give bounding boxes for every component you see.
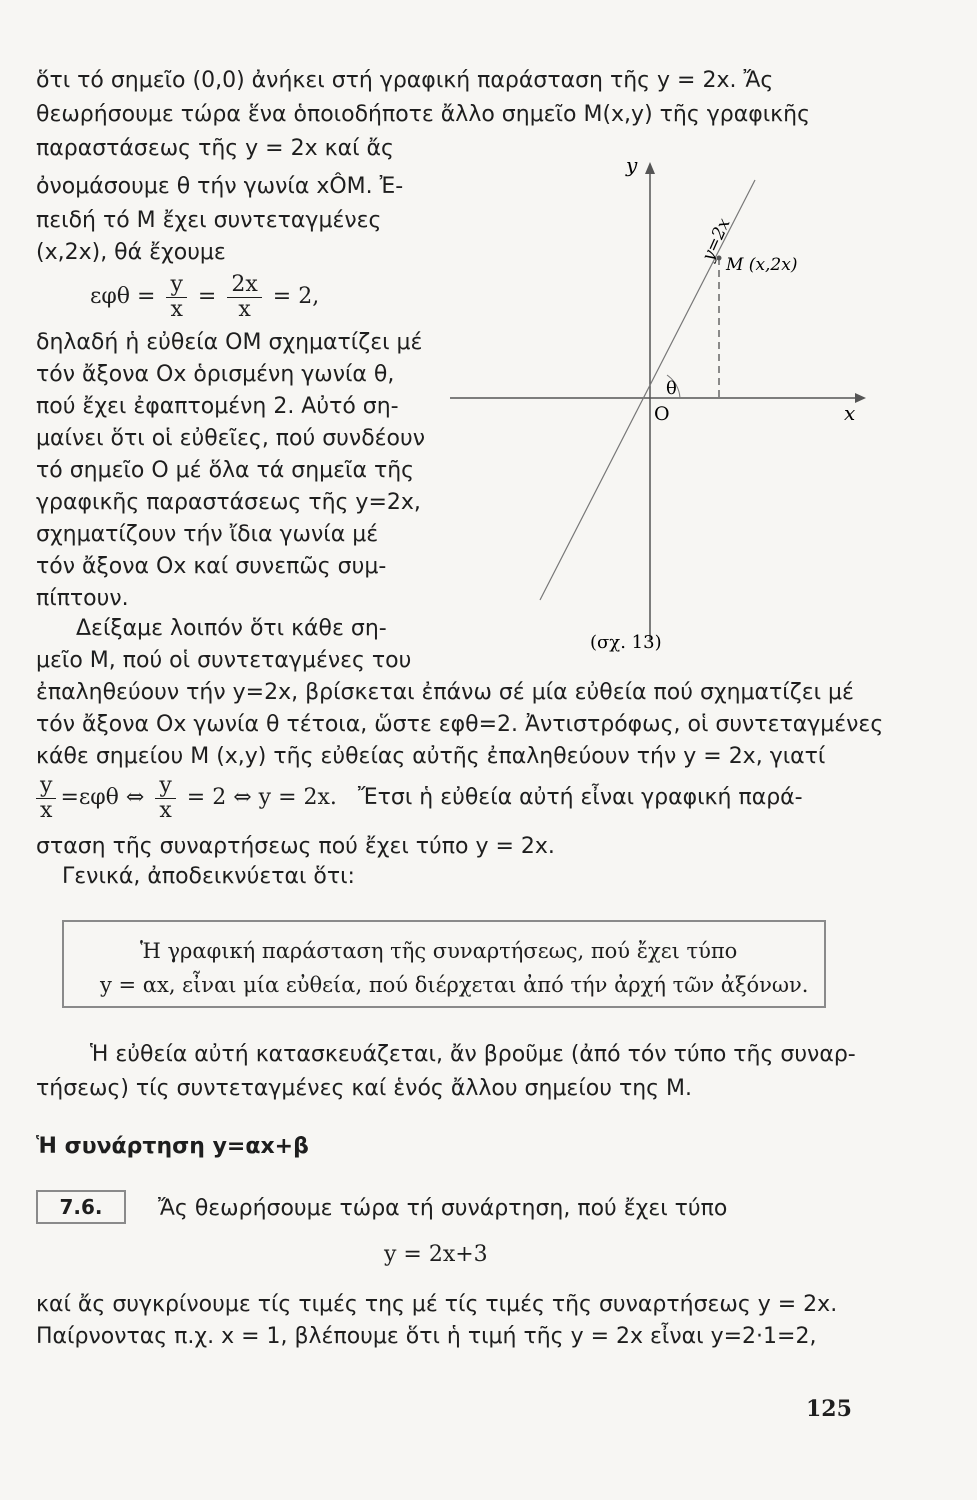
text-line: ἐπαληθεύουν τήν y=2x, βρίσκεται ἐπάνω σέ μία εὐθεία πού σχηματίζει μέ [36,680,854,705]
point-m-label: M (x,2x) [726,255,798,275]
x-axis-arrow [855,393,866,403]
denominator: x [238,296,251,322]
figure-13 [430,140,870,660]
text-line: σχηματίζουν τήν ἴδια γωνία μέ [36,522,379,547]
text-line: παραστάσεως τῆς y = 2x καί ἄς [36,136,394,161]
text-line: γραφικῆς παραστάσεως τῆς y=2x, [36,490,421,515]
text-line: ὅτι τό σημεῖο (0,0) ἀνήκει στή γραφική παράσταση τῆς y = 2x. Ἄς [36,68,774,93]
section-number: 7.6. [36,1190,126,1224]
text-line: μαίνει ὅτι οἱ εὐθεῖες, πού συνδέουν [36,426,426,451]
text-line: τόν ἄξονα Ox καί συνεπῶς συμ- [36,554,387,579]
equation-equivalence [36,770,803,826]
text-line: Δείξαμε λοιπόν ὅτι κάθε ση- [76,616,387,641]
eq-rhs: = 2 ⇔ y = 2x. [186,785,337,810]
text-line: τόν ἄξονα Ox ὁρισμένη γωνία θ, [36,362,395,387]
eq-tail: Ἔτσι ἡ εὐθεία αὐτή εἶναι γραφική παρά- [357,785,803,810]
theorem-line: y = αx, εἶναι μία εὐθεία, πού διέρχεται ἀπό τήν ἀρχή τῶν ἀξόνων. [100,973,809,997]
fraction-2x-over-x [227,273,261,322]
eq-rhs: = 2, [272,284,320,309]
text-line: πού ἔχει ἐφαπτομένη 2. Αὐτό ση- [36,394,399,419]
text-line: Γενικά, ἀποδεικνύεται ὅτι: [62,864,355,889]
fraction-y-over-x [166,273,186,322]
text-line: ὀνομάσουμε θ τήν γωνία xÔM. Ἐ- [36,174,404,199]
numerator: y [36,774,56,799]
text-line: Ἄς θεωρήσουμε τώρα τή συνάρτηση, πού ἔχει τύπο [158,1196,728,1221]
text-line: κάθε σημείου M (x,y) τῆς εὐθείας αὐτῆς ἐπαληθεύουν τήν y = 2x, γιατί [36,744,826,769]
origin-label: O [654,403,670,425]
y-axis-arrow [645,162,655,174]
numerator: 2x [227,273,261,298]
section-heading: Ἡ συνάρτηση y=αx+β [36,1134,309,1159]
denominator: x [40,797,53,823]
eq-equals: = [197,284,217,309]
theorem-box [62,920,826,1008]
denominator: x [170,296,183,322]
text-line: τόν ἄξονα Ox γωνία θ τέτοια, ὥστε εφθ=2. Ἀντιστρόφως, οἱ συντεταγμένες [36,712,884,737]
text-line: σταση τῆς συναρτήσεως πού ἔχει τύπο y = 2x. [36,834,555,859]
equation-tan [90,272,319,322]
text-line: πειδή τό M ἔχει συντεταγμένες [36,208,382,233]
text-line: πίπτουν. [36,586,129,611]
eq-lhs: εφθ = [90,284,156,309]
figure-caption: (σχ. 13) [590,632,662,653]
text-line: Ἡ εὐθεία αὐτή κατασκευάζεται, ἄν βροῦμε (ἀπό τόν τύπο τῆς συναρ- [90,1042,856,1067]
text-line: καί ἄς συγκρίνουμε τίς τιμές της μέ τίς τιμές τῆς συναρτήσεως y = 2x. [36,1292,838,1317]
text-line: (x,2x), θά ἔχουμε [36,240,226,265]
x-axis-label: x [844,401,856,425]
text-line: δηλαδή ἡ εὐθεία OM σχηματίζει μέ [36,330,423,355]
fraction-y-over-x [36,774,56,823]
theorem-line: Ἡ γραφική παράσταση τῆς συναρτήσεως, πού ἔχει τύπο [140,939,738,963]
text-line: τό σημεῖο O μέ ὅλα τά σημεῖα τῆς [36,458,415,483]
text-line: τήσεως) τίς συντεταγμένες καί ἑνός ἄλλου σημείου της M. [36,1076,693,1101]
y-axis-label: y [626,153,638,177]
page-number: 125 [806,1396,852,1422]
numerator: y [166,273,186,298]
line-equation-label: y=2x [698,215,735,265]
eq-mid: =εφθ ⇔ [60,785,145,810]
text-line: Παίρνοντας π.χ. x = 1, βλέπουμε ὅτι ἡ τιμή τῆς y = 2x εἶναι y=2·1=2, [36,1324,817,1349]
angle-label: θ [666,378,677,399]
fraction-y-over-x-2 [155,774,175,823]
numerator: y [155,774,175,799]
denominator: x [159,797,172,823]
text-line: μεῖο M, πού οἱ συντεταγμένες του [36,648,412,673]
formula-line: y = 2x+3 [384,1242,488,1267]
text-line: θεωρήσουμε τώρα ἕνα ὁποιοδήποτε ἄλλο σημεῖο M(x,y) τῆς γραφικῆς [36,102,811,127]
